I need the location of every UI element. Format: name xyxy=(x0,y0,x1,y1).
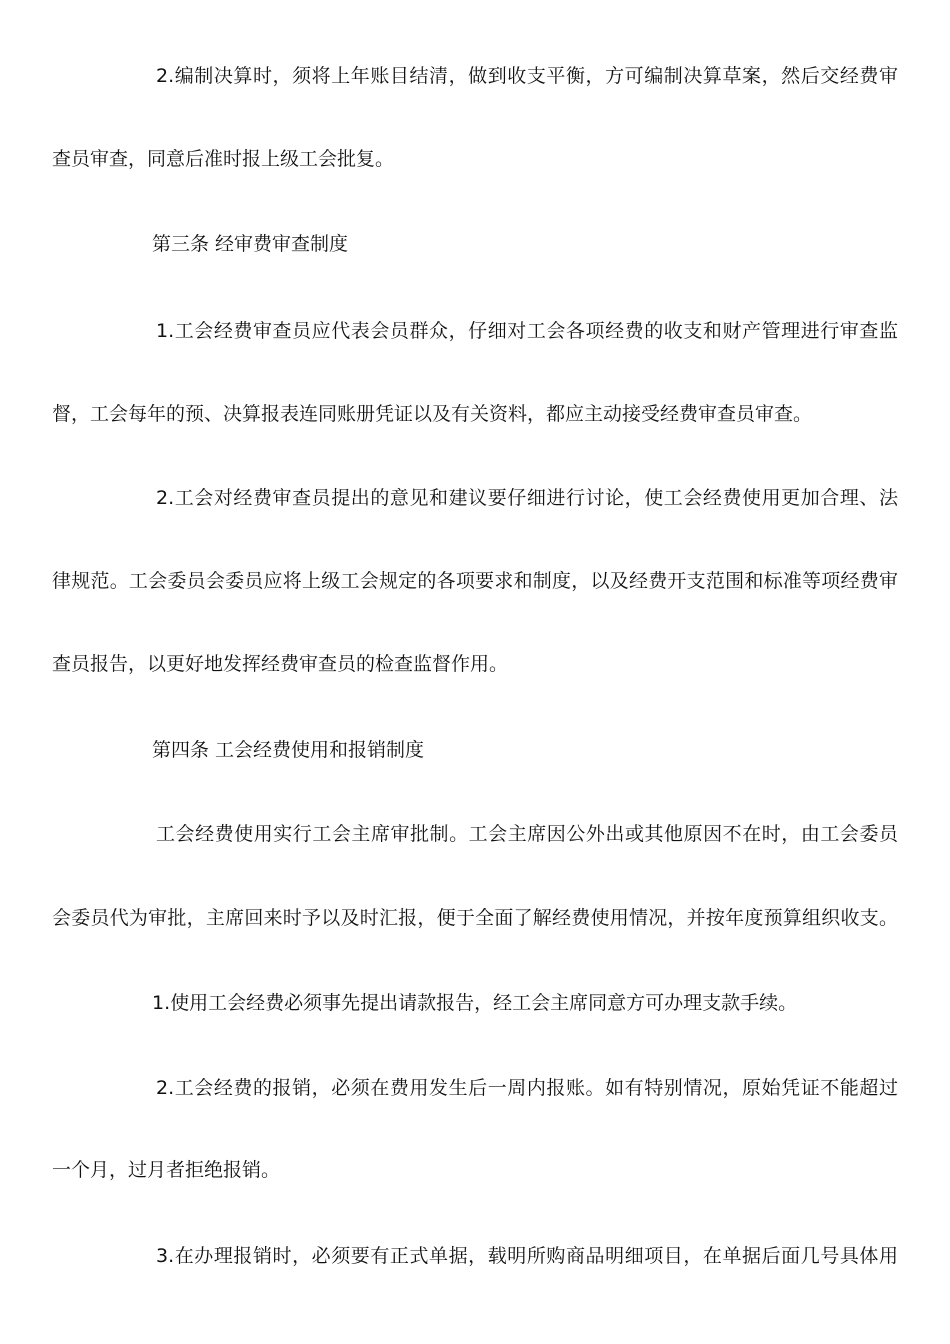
section-heading: 第三条 经审费审查制度 xyxy=(152,233,349,255)
paragraph-line: 2.编制决算时，须将上年账目结清，做到收支平衡，方可编制决算草案，然后交经费审 xyxy=(156,65,898,87)
paragraph-line: 查员审查，同意后准时报上级工会批复。 xyxy=(52,148,395,170)
section-heading: 第四条 工会经费使用和报销制度 xyxy=(152,739,425,761)
paragraph-line: 督，工会每年的预、决算报表连同账册凭证以及有关资料，都应主动接受经费审查员审查。 xyxy=(52,403,813,425)
paragraph-line: 1.工会经费审查员应代表会员群众，仔细对工会各项经费的收支和财产管理进行审查监 xyxy=(156,320,898,342)
paragraph-line: 查员报告，以更好地发挥经费审查员的检查监督作用。 xyxy=(52,653,509,675)
paragraph-line: 一个月，过月者拒绝报销。 xyxy=(52,1159,281,1181)
paragraph-line: 会委员代为审批，主席回来时予以及时汇报，便于全面了解经费使用情况，并按年度预算组织收支。 xyxy=(52,907,898,929)
paragraph-line: 1.使用工会经费必须事先提出请款报告，经工会主席同意方可办理支款手续。 xyxy=(152,992,798,1014)
paragraph-line: 3.在办理报销时，必须要有正式单据，载明所购商品明细项目，在单据后面几号具体用 xyxy=(156,1245,898,1267)
paragraph-line: 工会经费使用实行工会主席审批制。工会主席因公外出或其他原因不在时，由工会委员 xyxy=(156,823,898,845)
paragraph-line: 律规范。工会委员会委员应将上级工会规定的各项要求和制度，以及经费开支范围和标准等项经费审 xyxy=(52,570,898,592)
paragraph-line: 2.工会经费的报销，必须在费用发生后一周内报账。如有特别情况，原始凭证不能超过 xyxy=(156,1077,898,1099)
paragraph-line: 2.工会对经费审查员提出的意见和建议要仔细进行讨论，使工会经费使用更加合理、法 xyxy=(156,487,898,509)
